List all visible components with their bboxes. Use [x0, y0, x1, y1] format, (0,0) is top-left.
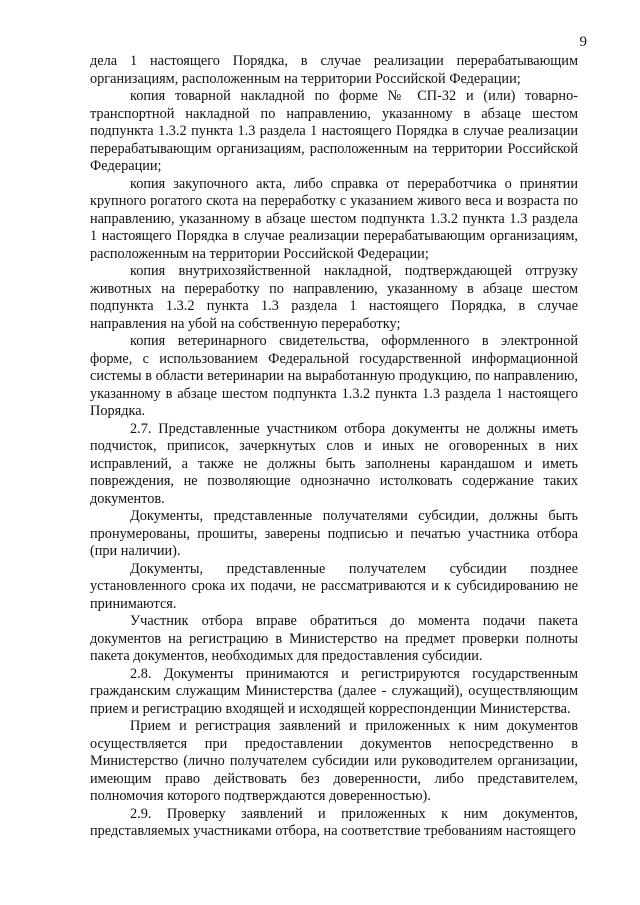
page-number: 9	[579, 34, 587, 50]
paragraph: Участник отбора вправе обратиться до момента подачи пакета документов на регистрацию в Министерство на предмет проверки полноты пакета документов, необходимых для предоставления субсидии.	[90, 613, 578, 664]
paragraph: копия закупочного акта, либо справка от переработчика о принятии крупного рогатого скота на переработку с указанием живого веса и возраста по направлению, указанному в абзаце шестом подпункта 1.3.2 пункта 1.3 раздела 1 настоящего Порядка в случае реализации перерабатывающим организациям, расположенным на территории Российской Федерации;	[90, 175, 578, 262]
paragraph: копия ветеринарного свидетельства, оформленного в электронной форме, с использованием Федеральной государственной информационной системы в области ветеринарии на выработанную продукцию, по направлению, указанному в абзаце шестом подпункта 1.3.2 пункта 1.3 раздела 1 настоящего Порядка.	[90, 333, 578, 419]
paragraph: 2.8. Документы принимаются и регистрируются государственным гражданским служащим Министерства (далее - служащий), осуществляющим прием и регистрацию входящей и исходящей корреспонденции Министерства.	[90, 665, 578, 717]
paragraph: 2.9. Проверку заявлений и приложенных к ним документов, представляемых участниками отбора, на соответствие требованиям настоящего	[90, 805, 578, 839]
paragraph: Документы, представленные получателями субсидии, должны быть пронумерованы, прошиты, заверены подписью и печатью участника отбора (при наличии).	[90, 508, 578, 559]
paragraph: 2.7. Представленные участником отбора документы не должны иметь подчисток, приписок, зачеркнутых слов и иных не оговоренных в них исправлений, а также не должны быть заполнены карандашом и иметь повреждения, не позволяющие однозначно истолковать содержание таких документов.	[90, 420, 578, 507]
paragraph: копия товарной накладной по форме № СП-32 и (или) товарно-транспортной накладной по направлению, указанному в абзаце шестом подпункта 1.3.2 пункта 1.3 раздела 1 настоящего Порядка в случае реализации перерабатывающим организациям, расположенным на территории Российской Федерации;	[90, 88, 578, 174]
paragraph: дела 1 настоящего Порядка, в случае реализации перерабатывающим организациям, расположенным на территории Российской Федерации;	[90, 53, 578, 87]
paragraph: Документы, представленные получателем субсидии позднее установленного срока их подачи, не рассматриваются и к субсидированию не принимаются.	[90, 560, 578, 612]
paragraph: копия внутрихозяйственной накладной, подтверждающей отгрузку животных на переработку по направлению, указанному в абзаце шестом подпункта 1.3.2 пункта 1.3 раздела 1 настоящего Порядка, в случае направления на убой на собственную переработку;	[90, 263, 578, 332]
paragraph: Прием и регистрация заявлений и приложенных к ним документов осуществляется при предоставлении документов непосредственно в Министерство (лично получателем субсидии или руководителем организации, имеющим право действовать без доверенности, либо представителем, полномочия которого подтверждаются доверенностью).	[90, 718, 578, 804]
document-body	[90, 53, 578, 841]
